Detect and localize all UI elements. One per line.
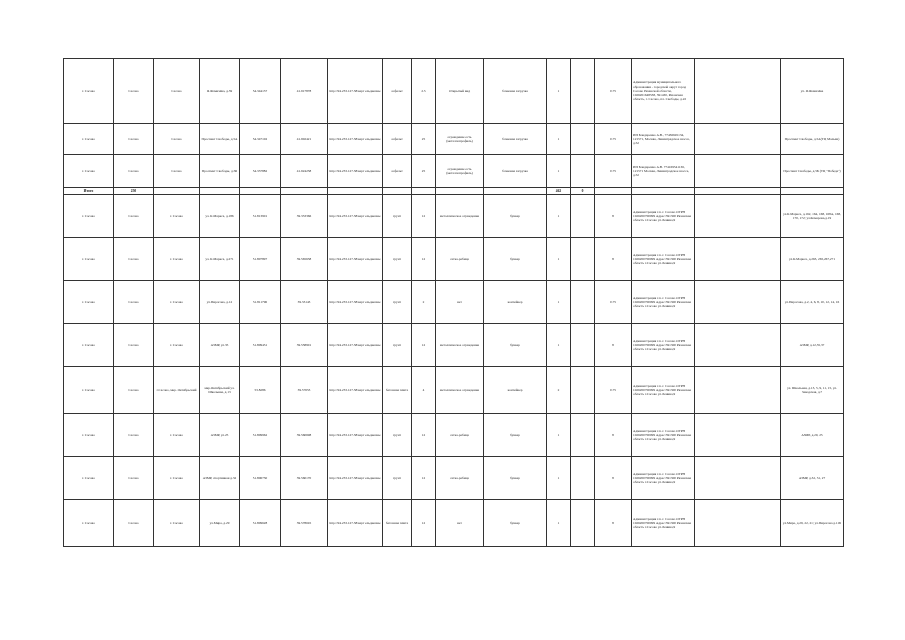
- table-cell-c4: мкр.Октябрьский ул. Школьная, д.13: [200, 367, 240, 414]
- table-cell-c6: 39.33143: [281, 281, 328, 324]
- table-cell-c9: 12: [412, 195, 436, 238]
- table-cell-c6: 39.560698: [281, 414, 328, 457]
- total-cell: [281, 188, 328, 195]
- table-cell-c16: [695, 59, 781, 124]
- table-cell-c12: 1: [547, 500, 571, 547]
- table-cell-c8: бетонная плита: [383, 367, 412, 414]
- table-cell-c2: Сасово: [114, 59, 154, 124]
- table-cell-c6: 39.560170: [281, 457, 328, 500]
- table-cell-c10: сетка-рабица: [436, 414, 484, 457]
- table-cell-c5: 51.809431: [240, 324, 281, 367]
- table-cell-c2: Сасово: [114, 281, 154, 324]
- table-cell-c5: 51.811796: [240, 281, 281, 324]
- table-cell-c12: 1: [547, 414, 571, 457]
- table-cell-c10: металлическое ограждение: [436, 324, 484, 367]
- table-cell-c1: г. Сасово: [64, 238, 114, 281]
- table-cell-c15: Администрация г.п. г. Сасово ОГРН 1026200700099 Адрес:391300 Рязанская область г.Сасово ул.Ленина,9: [632, 500, 695, 547]
- table-row: [64, 155, 844, 188]
- table-cell-c13: [571, 367, 595, 414]
- table-cell-c10: ограждение есть (металлопрофиль): [436, 155, 484, 188]
- table-cell-c16: [695, 238, 781, 281]
- table-cell-c13: [571, 500, 595, 547]
- table-row: [64, 238, 844, 281]
- table-cell-c2: Сасово: [114, 367, 154, 414]
- table-cell-c14: 8: [595, 324, 632, 367]
- table-cell-c17: ул. Я.Фомичёва: [781, 59, 844, 124]
- table-row: [64, 324, 844, 367]
- table-cell-c5: 54.337882: [240, 155, 281, 188]
- table-cell-c3: г.Сасово, мкр. Октябрьский: [154, 367, 200, 414]
- table-cell-c1: г. Сасово: [64, 124, 114, 155]
- total-cell: [200, 188, 240, 195]
- total-cell: [328, 188, 383, 195]
- table-cell-c14: 0.75: [595, 281, 632, 324]
- table-cell-c2: Сасово: [114, 238, 154, 281]
- table-cell-c16: [695, 500, 781, 547]
- total-row: [64, 188, 844, 195]
- table-cell-c16: [695, 155, 781, 188]
- table-cell-c13: [571, 281, 595, 324]
- table-cell-c9: 12: [412, 500, 436, 547]
- table-cell-c11: бочковая загрузка: [484, 155, 547, 188]
- table-cell-c1: г. Сасово: [64, 457, 114, 500]
- table-cell-c1: г. Сасово: [64, 500, 114, 547]
- table-cell-c10: нет: [436, 500, 484, 547]
- table-cell-c8: асфальт: [383, 59, 412, 124]
- table-cell-c7: http://94.233.127.38/карт ельдиезны: [328, 324, 383, 367]
- table-cell-c7: http://94.233.127.38/карт ельдиезны: [328, 414, 383, 457]
- table-cell-c1: г. Сасово: [64, 281, 114, 324]
- table-cell-c7: http://94.233.127.38/карт ельдиезны: [328, 124, 383, 155]
- table-cell-c12: 1: [547, 324, 571, 367]
- table-cell-c16: [695, 124, 781, 155]
- table-cell-c11: бункер: [484, 457, 547, 500]
- table-cell-c7: http://94.233.127.38/карт ельдиезны: [328, 238, 383, 281]
- table-cell-c1: г. Сасово: [64, 324, 114, 367]
- table-cell-c11: бункер: [484, 414, 547, 457]
- table-cell-c1: г. Сасово: [64, 414, 114, 457]
- total-cell: 250: [114, 188, 154, 195]
- total-cell: [240, 188, 281, 195]
- total-cell: [436, 188, 484, 195]
- table-cell-c10: металлическое ограждение: [436, 367, 484, 414]
- total-cell: [412, 188, 436, 195]
- table-cell-c11: контейнер: [484, 367, 547, 414]
- table-cell-c13: [571, 414, 595, 457]
- table-cell-c15: Администрация г.п. г. Сасово ОГРН 1026200700099 Адрес:391300 Рязанская область г.Сасово ул.Ленина,9: [632, 281, 695, 324]
- registry-table: [63, 58, 844, 547]
- table-cell-c1: г. Сасово: [64, 367, 114, 414]
- total-cell: 462: [547, 188, 571, 195]
- table-cell-c15: Администрация г.п. г. Сасово ОГРН 1026200700099 Адрес:391300 Рязанская область г.Сасово ул.Ленина,9: [632, 367, 695, 414]
- table-cell-c2: Сасово: [114, 155, 154, 188]
- table-cell-c6: 39.565638: [281, 238, 328, 281]
- table-cell-c3: г. Сасово: [154, 500, 200, 547]
- table-cell-c17: АЗМР, д.32, 31, 27: [781, 457, 844, 500]
- table-cell-c5: 51.813901: [240, 195, 281, 238]
- table-cell-c9: 25: [412, 155, 436, 188]
- table-cell-c11: бункер: [484, 324, 547, 367]
- table-cell-c11: контейнер: [484, 281, 547, 324]
- table-cell-c5: 51.809962: [240, 414, 281, 457]
- table-cell-c15: Администрация г.п. г. Сасово ОГРН 1026200700099 Адрес:391300 Рязанская область г.Сасово ул.Ленина,9: [632, 195, 695, 238]
- table-cell-c5: 51.809628: [240, 500, 281, 547]
- table-cell-c13: [571, 238, 595, 281]
- table-cell-c13: [571, 457, 595, 500]
- total-cell: [595, 188, 632, 195]
- table-cell-c7: http://94.233.127.38/карт ельдиезны: [328, 59, 383, 124]
- total-cell: [695, 188, 781, 195]
- spreadsheet-page: [63, 58, 841, 584]
- table-cell-c10: сетка-рабица: [436, 238, 484, 281]
- table-cell-c9: 12: [412, 324, 436, 367]
- table-cell-c14: 0.75: [595, 367, 632, 414]
- table-cell-c13: [571, 124, 595, 155]
- table-cell-c15: ИП Бондаренко А.В., 77436945134, 121571, Москва, Ленинградское шоссе, д.52: [632, 124, 695, 155]
- table-cell-c7: http://94.233.127.38/карт ельдиезны: [328, 195, 383, 238]
- table-cell-c4: Проспект Свободы, д.5Б: [200, 155, 240, 188]
- table-cell-c12: 1: [547, 124, 571, 155]
- table-cell-c13: [571, 155, 595, 188]
- table-cell-c6: 39.578045: [281, 500, 328, 547]
- total-cell: [632, 188, 695, 195]
- table-cell-c2: Сасово: [114, 324, 154, 367]
- table-cell-c16: [695, 367, 781, 414]
- table-cell-c15: ИП Бондаренко А.В. 774169541136, 121571 Москва, Ленинградское шоссе, д.52: [632, 155, 695, 188]
- table-cell-c16: [695, 281, 781, 324]
- table-cell-c7: http://94.233.127.38/карт ельдиезны: [328, 457, 383, 500]
- table-cell-c2: Сасово: [114, 195, 154, 238]
- table-cell-c4: ул.Пирогова, д.12: [200, 281, 240, 324]
- table-cell-c12: 2: [547, 367, 571, 414]
- table-cell-c10: Открытый вид: [436, 59, 484, 124]
- table-cell-c1: г. Сасово: [64, 155, 114, 188]
- table-cell-c5: 54.347102: [240, 124, 281, 155]
- table-cell-c5: 51.806730: [240, 457, 281, 500]
- table-cell-c8: грунт: [383, 195, 412, 238]
- table-cell-c4: АЗМР, ул.35: [200, 324, 240, 367]
- table-cell-c7: http://94.233.127.38/карт ельдиезны: [328, 367, 383, 414]
- table-cell-c4: ул. К.Маркса, д.186: [200, 195, 240, 238]
- table-cell-c12: 1: [547, 281, 571, 324]
- table-cell-c13: [571, 195, 595, 238]
- table-cell-c4: АЗМР, спортивная д.32: [200, 457, 240, 500]
- table-cell-c11: бункер: [484, 195, 547, 238]
- table-cell-c16: [695, 324, 781, 367]
- table-cell-c17: АЗМР, д.20, 25: [781, 414, 844, 457]
- table-cell-c15: Администрация г.п. г. Сасово ОГРН 1026200700099 Адрес:391300 Рязанская область г.Сасово ул.Ленина,9: [632, 238, 695, 281]
- total-cell: [781, 188, 844, 195]
- table-cell-c2: Сасово: [114, 124, 154, 155]
- table-cell-c15: Администрация г.п. г. Сасово ОГРН 1026200700099 Адрес:391300 Рязанская область г.Сасово ул.Ленина,9: [632, 324, 695, 367]
- table-cell-c15: Администрация г.п. г. Сасово ОГРН 1026200700099 Адрес:391300 Рязанская область г.Сасово ул.Ленина,9: [632, 414, 695, 457]
- table-cell-c3: Сасово: [154, 124, 200, 155]
- table-cell-c17: АЗМР, д.12,35,37: [781, 324, 844, 367]
- table-cell-c12: 1: [547, 59, 571, 124]
- table-row: [64, 59, 844, 124]
- table-cell-c13: [571, 59, 595, 124]
- table-cell-c16: [695, 457, 781, 500]
- table-cell-c9: 4: [412, 367, 436, 414]
- table-cell-c12: 1: [547, 457, 571, 500]
- table-cell-c11: бочковая загрузка: [484, 59, 547, 124]
- table-cell-c8: грунт: [383, 281, 412, 324]
- table-cell-c17: ул.К.Маркса, д.263, 265,267,271: [781, 238, 844, 281]
- table-row: [64, 457, 844, 500]
- table-cell-c8: грунт: [383, 238, 412, 281]
- table-cell-c7: http://94.233.127.38/карт ельдиезны: [328, 155, 383, 188]
- table-cell-c8: грунт: [383, 414, 412, 457]
- total-cell: 0: [571, 188, 595, 195]
- table-cell-c6: 41.902421: [281, 124, 328, 155]
- table-cell-c9: 25: [412, 124, 436, 155]
- table-cell-c4: ул. К.Маркса, д.271: [200, 238, 240, 281]
- table-cell-c15: Администрация г.п. г. Сасово ОГРН 1026200700099 Адрес:391300 Рязанская область г.Сасово ул.Ленина,9: [632, 457, 695, 500]
- table-cell-c4: АЗМР, ул.25: [200, 414, 240, 457]
- table-cell-c4: ул.Мира, д.29: [200, 500, 240, 547]
- table-cell-c3: г. Сасово: [154, 238, 200, 281]
- table-cell-c2: Сасово: [114, 457, 154, 500]
- table-cell-c6: 41.917878: [281, 59, 328, 124]
- table-row: [64, 281, 844, 324]
- table-cell-c9: 2: [412, 281, 436, 324]
- table-cell-c12: 1: [547, 238, 571, 281]
- table-cell-c11: бочковая загрузка: [484, 124, 547, 155]
- table-cell-c17: ул.К.Маркса, д.162, 164, 168, 168А, 168, 170, 172; ул.Комарова,д.19: [781, 195, 844, 238]
- table-cell-c3: Сасово: [154, 155, 200, 188]
- table-cell-c17: ул. Школьная, д.13, 5, 9, 11, 15, ул. Заводская, д.7: [781, 367, 844, 414]
- table-cell-c10: нет: [436, 281, 484, 324]
- table-cell-c17: Проспект Свободы, д.5Б (ТЦ "Победа"): [781, 155, 844, 188]
- table-cell-c8: асфальт: [383, 155, 412, 188]
- table-cell-c9: 12: [412, 414, 436, 457]
- table-cell-c11: бункер: [484, 500, 547, 547]
- table-cell-c2: Сасово: [114, 500, 154, 547]
- table-cell-c4: Я.Фомичёва, д.39: [200, 59, 240, 124]
- total-cell: Итого: [64, 188, 114, 195]
- table-cell-c14: 8: [595, 238, 632, 281]
- table-row: [64, 195, 844, 238]
- table-cell-c12: 1: [547, 195, 571, 238]
- table-cell-c14: 0.75: [595, 155, 632, 188]
- table-cell-c14: 8: [595, 500, 632, 547]
- table-cell-c12: 1: [547, 155, 571, 188]
- table-cell-c16: [695, 414, 781, 457]
- table-cell-c9: 12: [412, 457, 436, 500]
- table-cell-c7: http://94.233.127.38/карт ельдиезны: [328, 500, 383, 547]
- table-row: [64, 367, 844, 414]
- table-cell-c10: ограждение есть (металлопрофиль): [436, 124, 484, 155]
- table-cell-c8: бетонная плита: [383, 500, 412, 547]
- table-cell-c14: 8: [595, 195, 632, 238]
- table-cell-c4: Проспект Свободы, д.5А: [200, 124, 240, 155]
- table-cell-c9: 12: [412, 238, 436, 281]
- table-body: [64, 59, 844, 547]
- table-cell-c6: 41.924238: [281, 155, 328, 188]
- table-cell-c16: [695, 195, 781, 238]
- table-cell-c8: асфальт: [383, 124, 412, 155]
- table-row: [64, 124, 844, 155]
- table-cell-c17: Проспект Свободы, д.5А(ТЦ Малыш): [781, 124, 844, 155]
- table-cell-c17: ул.Пирогова, д.2, 4, 6, 8, 10, 12, 14, 16: [781, 281, 844, 324]
- table-cell-c2: Сасово: [114, 414, 154, 457]
- table-cell-c3: г. Сасово: [154, 281, 200, 324]
- table-cell-c14: 8: [595, 414, 632, 457]
- total-cell: [154, 188, 200, 195]
- table-cell-c3: г. Сасово: [154, 414, 200, 457]
- total-cell: [484, 188, 547, 195]
- table-cell-c17: ул.Мира, д.29, 22, 21; ул.Пирогова д.11Б: [781, 500, 844, 547]
- table-cell-c6: 39.558901: [281, 324, 328, 367]
- table-row: [64, 500, 844, 547]
- table-cell-c7: http://94.233.127.38/карт ельдиезны: [328, 281, 383, 324]
- table-cell-c9: 2.5: [412, 59, 436, 124]
- table-cell-c3: г. Сасово: [154, 457, 200, 500]
- table-cell-c8: грунт: [383, 324, 412, 367]
- table-cell-c14: 0.75: [595, 124, 632, 155]
- table-cell-c11: бункер: [484, 238, 547, 281]
- table-cell-c5: 53.8286: [240, 367, 281, 414]
- table-cell-c5: 54.344137: [240, 59, 281, 124]
- table-cell-c14: 8: [595, 457, 632, 500]
- table-cell-c13: [571, 324, 595, 367]
- table-row: [64, 414, 844, 457]
- table-cell-c1: г. Сасово: [64, 195, 114, 238]
- table-cell-c15: Администрация муниципального образования - городской округ город Сасово Рязанской области, 1026201648538, 391430, Рязанская область, г. Сасово, пл. Свободы, д.22: [632, 59, 695, 124]
- table-cell-c6: 39.333366: [281, 195, 328, 238]
- total-cell: [383, 188, 412, 195]
- table-cell-c10: сетка-рабица: [436, 457, 484, 500]
- table-cell-c3: г. Сасово: [154, 195, 200, 238]
- table-cell-c1: г. Сасово: [64, 59, 114, 124]
- table-cell-c5: 51.807897: [240, 238, 281, 281]
- table-cell-c8: грунт: [383, 457, 412, 500]
- table-cell-c6: 39.57653: [281, 367, 328, 414]
- table-cell-c10: металлическое ограждение: [436, 195, 484, 238]
- table-cell-c3: г. Сасово: [154, 324, 200, 367]
- table-cell-c3: Сасово: [154, 59, 200, 124]
- table-cell-c14: 0.75: [595, 59, 632, 124]
